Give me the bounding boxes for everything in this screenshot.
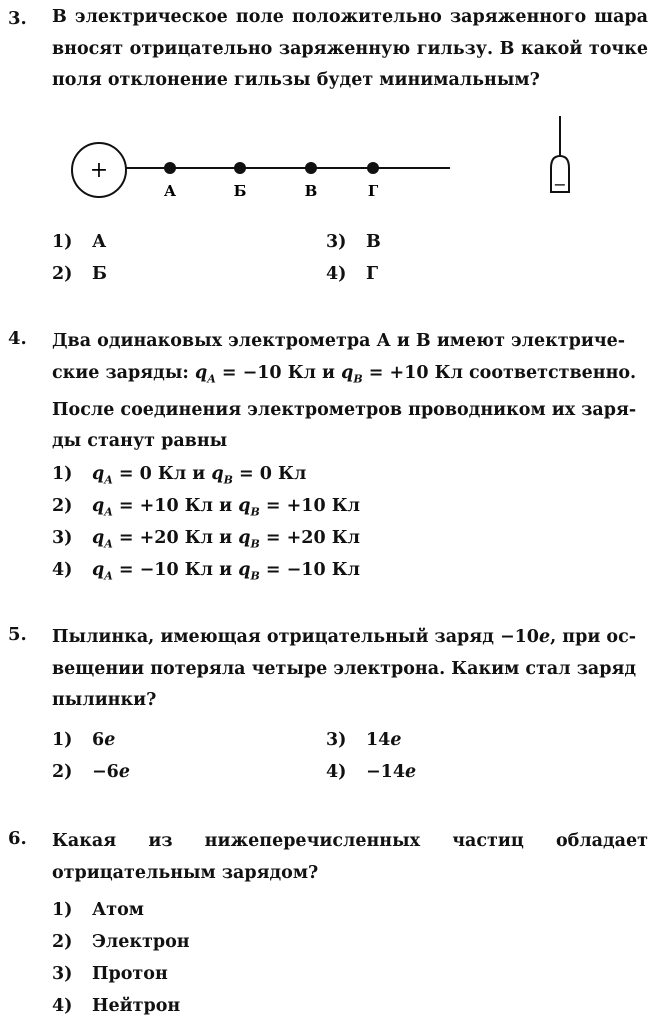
option-4: 4) Г [326, 264, 379, 284]
option-3: 3) $q_A = +20$ Кл и $q_B = +20$ Кл [52, 528, 360, 551]
option-1: 1) $q_A = 0$ Кл и $q_B = 0$ Кл [52, 464, 307, 487]
option-2: 2) $q_A = +10$ Кл и $q_B = +10$ Кл [52, 496, 360, 519]
point-label-b: Б [233, 182, 247, 200]
question-text: Два одинаковых электрометра А и В имеют электриче- ские заряды: $q_A = -10$ Кл и $q_B = +10$ Кл соответственно. После соединения электрометров проводником их заря- ды станут равны [52, 331, 637, 451]
sleeve-sign: − [553, 175, 567, 194]
field-diagram [60, 110, 600, 210]
option-3: 3) Протон [52, 964, 168, 984]
question-text [52, 826, 648, 889]
question-text: Пылинка, имеющая отрицательный заряд −10e, при ос- вещении потеряла четыре электрона. Каким стал заряд пылинки? [52, 627, 637, 710]
option-2: 2) Электрон [52, 932, 190, 952]
question-number: 5. [8, 624, 27, 645]
question-number: 6. [8, 828, 27, 849]
option-1: 1) А [52, 232, 107, 252]
point-label-g: Г [367, 182, 379, 200]
sphere-sign: + [89, 158, 109, 183]
q3-text: В электрическое поле положительно заряженного шара вносят отрицательно заряженную гильзу. В какой точке поля отклонение гильзы будет минимальным? [52, 7, 648, 90]
option-1: 1) 6e [52, 730, 116, 750]
option-4: 4) Нейтрон [52, 996, 181, 1016]
option-3: 3) В [326, 232, 381, 252]
option-4: 4) −14e [326, 762, 417, 782]
question-text [52, 2, 648, 97]
option-3: 3) 14e [326, 730, 402, 750]
question-number: 4. [8, 328, 27, 349]
point-g [367, 162, 379, 174]
option-4: 4) $q_A = -10$ Кл и $q_B = -10$ Кл [52, 560, 360, 583]
option-1: 1) Атом [52, 900, 144, 920]
question-number: 3. [8, 8, 27, 29]
option-2: 2) −6e [52, 762, 130, 782]
point-b [234, 162, 246, 174]
point-label-a: А [163, 182, 177, 200]
point-a [164, 162, 176, 174]
point-v [305, 162, 317, 174]
option-2: 2) Б [52, 264, 107, 284]
q6-text: Какая из нижеперечисленных частиц обладает отрицательным зарядом? [52, 831, 648, 883]
point-label-v: В [304, 182, 318, 200]
